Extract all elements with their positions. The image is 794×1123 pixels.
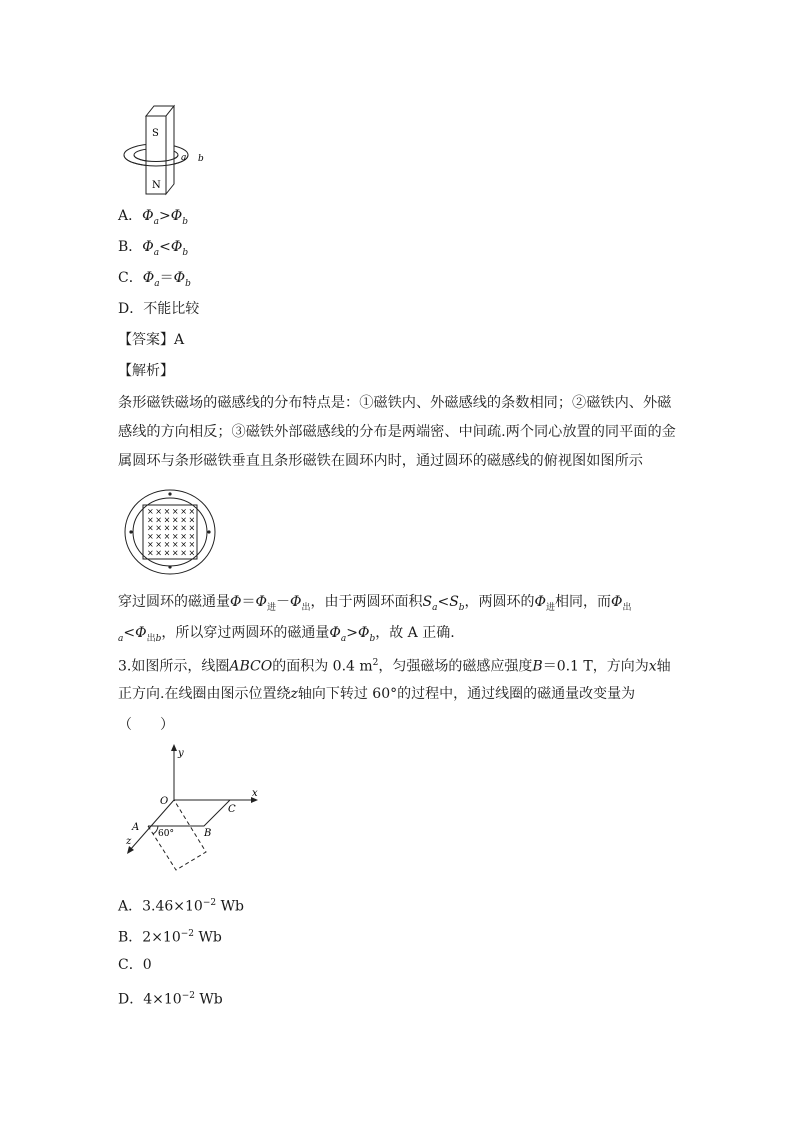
q3-option-a: A．$3.46\times 10^{-2}$ Wb [118, 898, 244, 915]
field-cross-mark: × [163, 523, 171, 533]
axis-y-label: y [178, 748, 184, 759]
field-cross-mark: × [188, 507, 196, 516]
field-cross-mark: × [155, 507, 163, 516]
field-cross-mark: × [155, 540, 163, 550]
field-cross-mark: × [147, 507, 154, 516]
ring-b-label: b [198, 154, 204, 164]
point-o-label: O [160, 796, 169, 807]
q2-answer: 【答案】A [118, 332, 185, 348]
field-cross-mark: × [188, 523, 196, 533]
magnet-n-label: N [152, 180, 161, 191]
field-cross-mark: × [163, 507, 171, 516]
axis-x-label: x [252, 788, 258, 799]
field-cross-mark: × [180, 523, 187, 533]
q2-option-a: A．$\Phi_a>\Phi_b$ [118, 208, 188, 227]
q3-stem-line2: 正方向.在线圈由图示位置绕z轴向下转过 60°的过程中，通过线圈的磁通量改变量为 [118, 686, 636, 702]
q3-answer-blank: （ ） [118, 717, 174, 733]
q2-option-d: D．不能比较 [118, 301, 200, 317]
q2-conclusion: 穿过圆环的磁通量$\Phi=\Phi_进-\Phi_出$，由于两圆环面积$S_a<S_b$，两圆环的$\Phi_进$相同，而$\Phi_出$ [118, 594, 632, 613]
field-cross-mark: × [171, 515, 179, 525]
field-cross-mark: × [171, 531, 179, 541]
field-cross-mark: × [188, 540, 196, 550]
field-cross-mark: × [171, 523, 179, 533]
analysis-line: 属圆环与条形磁铁垂直且条形磁铁在圆环内时，通过圆环的磁感线的俯视图如图所示 [118, 453, 643, 469]
point-c-label: C [228, 804, 236, 815]
field-cross-mark: × [163, 548, 171, 558]
field-cross-mark: × [171, 507, 179, 516]
field-cross-mark: × [180, 540, 187, 550]
field-cross-mark: × [180, 507, 187, 516]
q3-option-b: B．$2\times 10^{-2}$ Wb [118, 929, 222, 946]
field-cross-mark: × [163, 515, 171, 525]
field-cross-mark: × [188, 548, 196, 558]
axis-z-label: z [126, 836, 132, 847]
field-cross-mark: × [147, 523, 154, 533]
q3-option-d: D．$4\times 10^{-2}$ Wb [118, 991, 223, 1008]
analysis-line: 感线的方向相反；③磁铁外部磁感线的分布是两端密、中间疏.两个同心放置的同平面的金 [118, 424, 676, 440]
q2-analysis-title: 【解析】 [118, 363, 174, 379]
ring-a-label: a [181, 153, 187, 163]
q2-analysis-text [118, 389, 678, 476]
q2-option-b: B．$\Phi_a<\Phi_b$ [118, 239, 189, 258]
analysis-line: 条形磁铁磁场的磁感线的分布特点是：①磁铁内、外磁感线的条数相同；②磁铁内、外磁 [118, 395, 672, 411]
field-cross-mark: × [180, 531, 187, 541]
angle-label: 60° [158, 829, 174, 839]
field-cross-mark: × [163, 531, 171, 541]
coil-axes-figure [118, 742, 268, 862]
field-cross-mark: × [155, 515, 163, 525]
magnet-ring-figure [118, 100, 218, 200]
field-cross-mark: × [163, 540, 171, 550]
q3-stem-line1: 3.如图所示，线圈ABCO的面积为 0.4 $m^2$，匀强磁场的磁感应强度B＝0.1 T，方向为x轴 [118, 658, 671, 675]
field-cross-mark: × [147, 531, 154, 541]
field-cross-mark: × [147, 540, 154, 550]
field-cross-mark: × [188, 515, 196, 525]
field-cross-mark: × [188, 531, 196, 541]
field-cross-mark: × [147, 515, 154, 525]
q2-conclusion-cont: $_a<\Phi_{出b}$，所以穿过两圆环的磁通量$\Phi_a>\Phi_b$，故 A 正确. [118, 625, 455, 644]
field-cross-mark: × [155, 531, 163, 541]
field-cross-mark: × [155, 548, 163, 558]
field-cross-mark: × [171, 548, 179, 558]
magnet-s-label: S [152, 128, 159, 139]
field-cross-mark: × [171, 540, 179, 550]
q2-option-c: C．$\Phi_a=\Phi_b$ [118, 270, 191, 289]
point-b-label: B [204, 828, 212, 839]
point-a-label: A [132, 822, 140, 833]
field-cross-mark: × [147, 548, 154, 558]
ring-top-view-figure [120, 487, 220, 577]
field-cross-mark: × [155, 523, 163, 533]
q3-option-c: C．0 [118, 957, 152, 973]
field-cross-mark: × [180, 515, 187, 525]
field-cross-mark: × [180, 548, 187, 558]
